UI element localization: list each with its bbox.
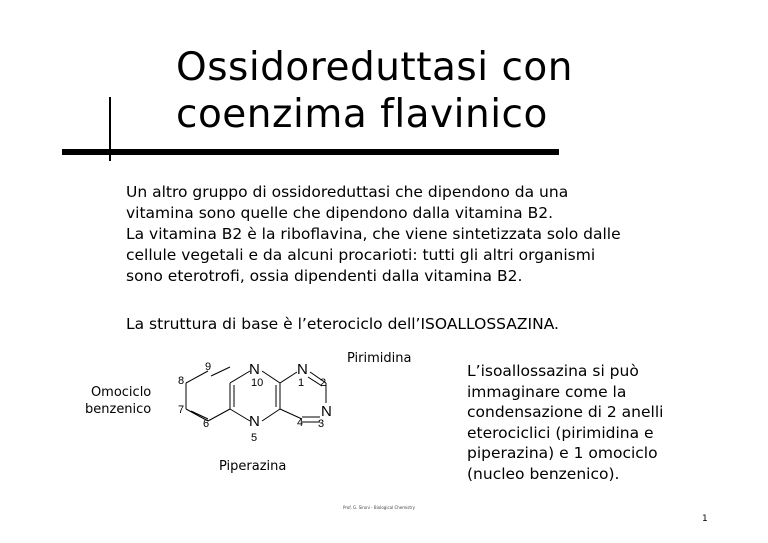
- position-10: 10: [251, 377, 264, 389]
- description-line: immaginare come la: [467, 382, 627, 401]
- paragraph-line: vitamina sono quelle che dipendono dalla vitamina B2.: [126, 204, 553, 222]
- atom-n-5: N: [249, 413, 260, 430]
- slide-footer: Prof. G. Sironi - Biological Chemistry: [343, 505, 415, 510]
- description-line: eterociclici (pirimidina e: [467, 423, 654, 442]
- description-line: L’isoallossazina si può: [467, 362, 639, 380]
- intro-paragraph: [126, 182, 726, 287]
- label-piperazina: Piperazina: [219, 459, 287, 474]
- position-5: 5: [251, 432, 258, 444]
- label-omociclo-line-1: Omociclo: [90, 385, 152, 400]
- atom-n-3: N: [321, 403, 332, 420]
- position-1: 1: [298, 377, 305, 389]
- paragraph-line: Un altro gruppo di ossidoreduttasi che dipendono da una: [126, 183, 569, 201]
- position-3: 3: [318, 418, 325, 430]
- structure-sentence: La struttura di base è l’eterociclo dell’ISOALLOSSAZINA.: [126, 315, 559, 333]
- position-4: 4: [297, 417, 304, 429]
- position-2: 2: [320, 377, 327, 389]
- atom-n-1: N: [297, 361, 308, 378]
- position-8: 8: [178, 375, 185, 387]
- slide-title-line-1: Ossidoreduttasi con: [176, 45, 573, 90]
- paragraph-line: cellule vegetali e da alcuni procarioti: tutti gli altri organismi: [126, 246, 596, 264]
- isoalloxazine-description: [467, 361, 727, 484]
- slide-title-line-2: coenzima flavinico: [176, 92, 548, 137]
- paragraph-line: La vitamina B2 è la riboflavina, che viene sintetizzata solo dalle: [126, 225, 621, 243]
- atom-n-10: N: [249, 361, 260, 378]
- position-7: 7: [178, 404, 185, 416]
- page-number: 1: [702, 514, 708, 524]
- description-line: piperazina) e 1 omociclo: [467, 444, 658, 462]
- description-line: (nucleo benzenico).: [467, 464, 620, 483]
- decorative-horizontal-rule: [62, 149, 559, 155]
- position-9: 9: [205, 361, 212, 373]
- paragraph-line: sono eterotrofi, ossia dipendenti dalla vitamina B2.: [126, 267, 523, 285]
- slide-title: [176, 44, 573, 138]
- label-omociclo-line-2: benzenico: [85, 402, 152, 417]
- label-pirimidina: Pirimidina: [347, 351, 412, 366]
- label-omociclo-benzenico: [85, 384, 151, 418]
- position-6: 6: [203, 418, 210, 430]
- isoalloxazine-structure-diagram: [170, 353, 350, 448]
- description-line: condensazione di 2 anelli: [467, 403, 664, 421]
